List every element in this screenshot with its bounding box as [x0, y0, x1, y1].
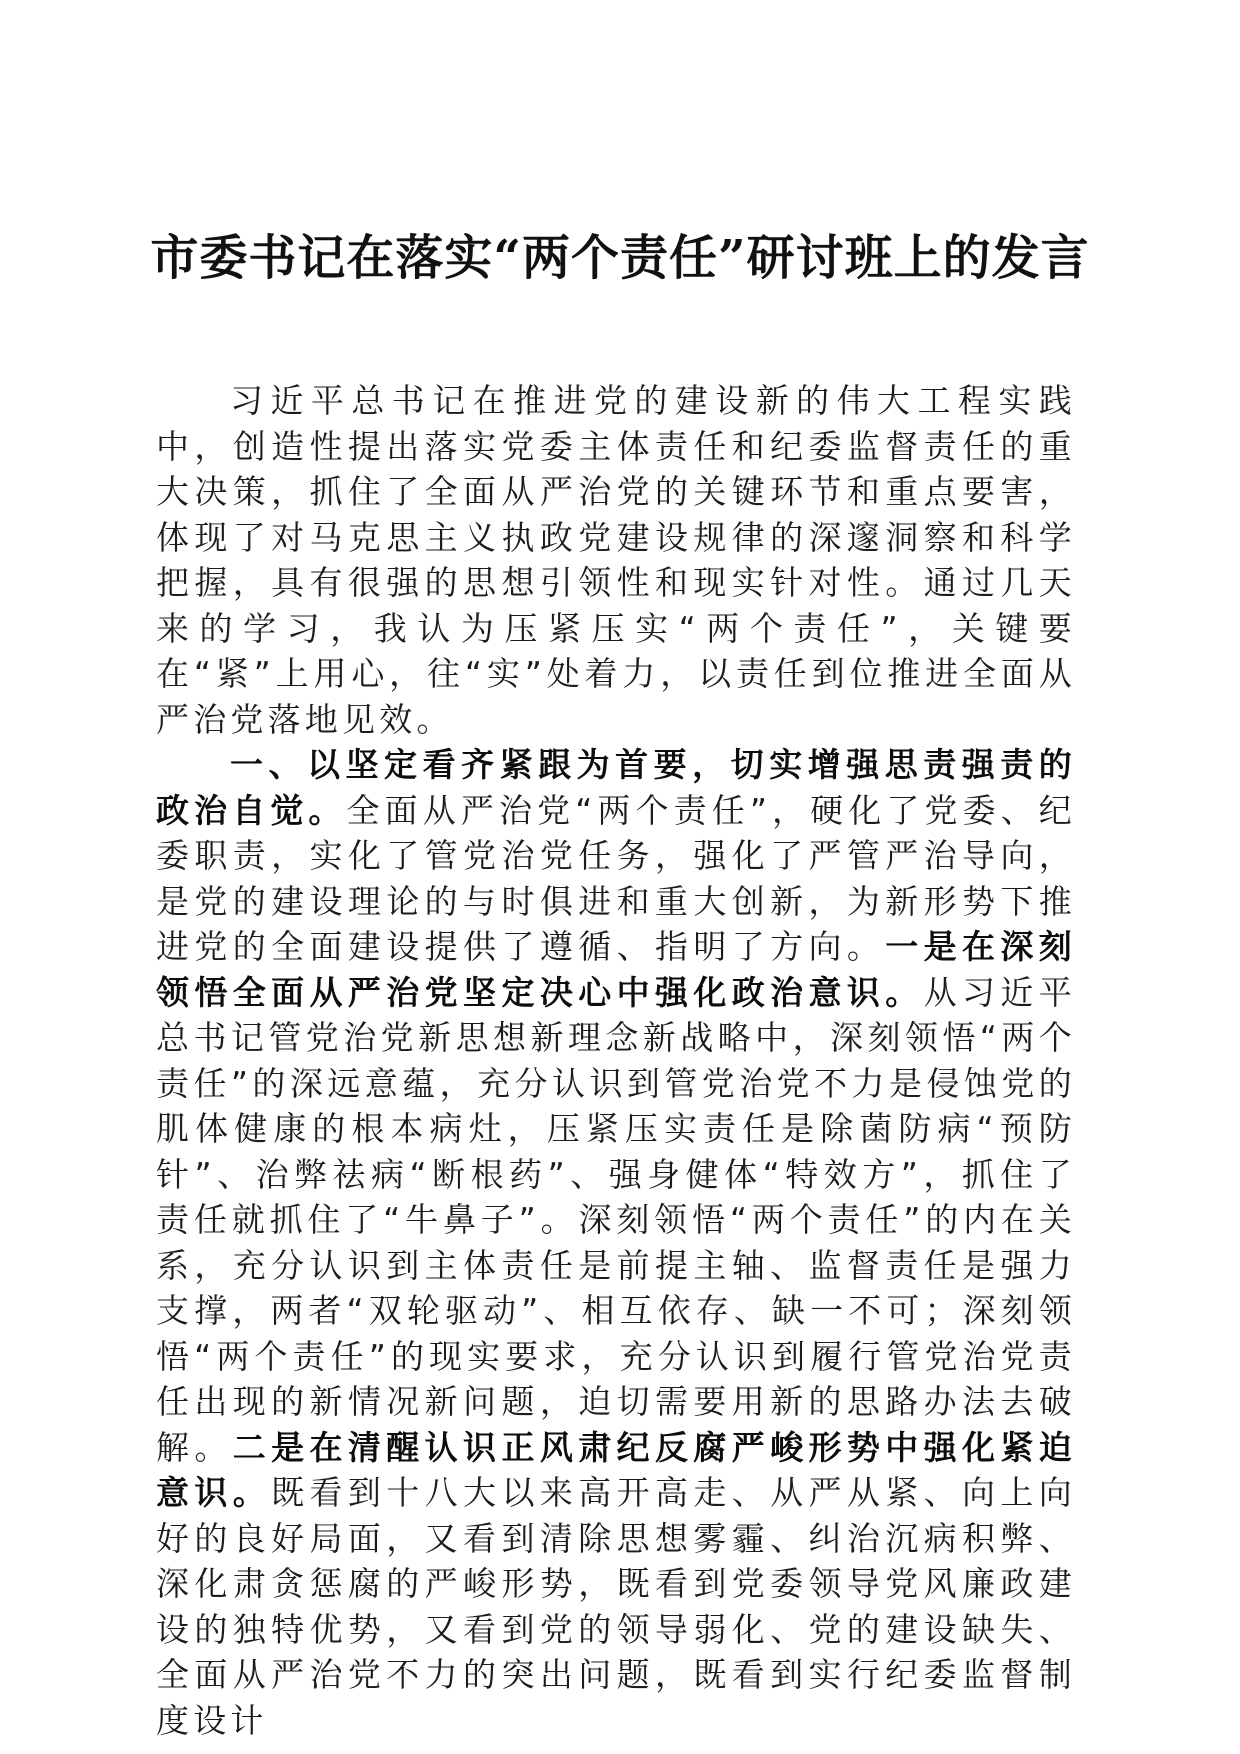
point-one-heading: 一是在深刻领悟全面从严治党坚定决心中强化政治意识。 — [156, 927, 1076, 1012]
point-two-text: 既看到十八大以来高开高走、从严从紧、向上向好的良好局面，又看到清除思想雾霾、纠治沉病积弊、深化肃贪惩腐的严峻形势，既看到党委领导党风廉政建设的独特优势，又看到党的领导弱化、党的建设缺失、全面从严治党不力的突出问题，既看到实行纪委监督制度设计 — [156, 1473, 1076, 1740]
point-one-text: 从习近平总书记管党治党新思想新理念新战略中，深刻领悟“两个责任”的深远意蕴，充分认识到管党治党不力是侵蚀党的肌体健康的根本病灶，压紧压实责任是除菌防病“预防针”、治弊祛病“断根药”、强身健体“特效方”，抓住了责任就抓住了“牛鼻子”。深刻领悟“两个责任”的内在关系，充分认识到主体责任是前提主轴、监督责任是强力支撑，两者“双轮驱动”、相互依存、缺一不可；深刻领悟“两个责任”的现实要求，充分认识到履行管党治党责任出现的新情况新问题，迫切需要用新的思路办法去破解。 — [156, 972, 1077, 1467]
section-heading: 一、以坚定看齐紧跟为首要，切实增强思责强责的政治自觉。 — [156, 745, 1076, 830]
document-body — [156, 378, 1076, 1743]
document-title: 市委书记在落实“两个责任”研讨班上的发言 — [150, 230, 1090, 286]
section-one-paragraph — [156, 742, 1076, 1743]
intro-paragraph: 习近平总书记在推进党的建设新的伟大工程实践中，创造性提出落实党委主体责任和纪委监督责任的重大决策，抓住了全面从严治党的关键环节和重点要害，体现了对马克思主义执政党建设规律的深邃洞察和科学把握，具有很强的思想引领性和现实针对性。通过几天来的学习，我认为压紧压实“两个责任”，关键要在“紧”上用心，往“实”处着力，以责任到位推进全面从严治党落地见效。 — [156, 381, 1076, 739]
section-text: 全面从严治党“两个责任”，硬化了党委、纪委职责，实化了管党治党任务，强化了严管严治导向，是党的建设理论的与时俱进和重大创新，为新形势下推进党的全面建设提供了遵循、指明了方向。 — [156, 790, 1076, 966]
point-two-heading: 二是在清醒认识正风肃纪反腐严峻形势中强化紧迫意识。 — [156, 1427, 1076, 1512]
